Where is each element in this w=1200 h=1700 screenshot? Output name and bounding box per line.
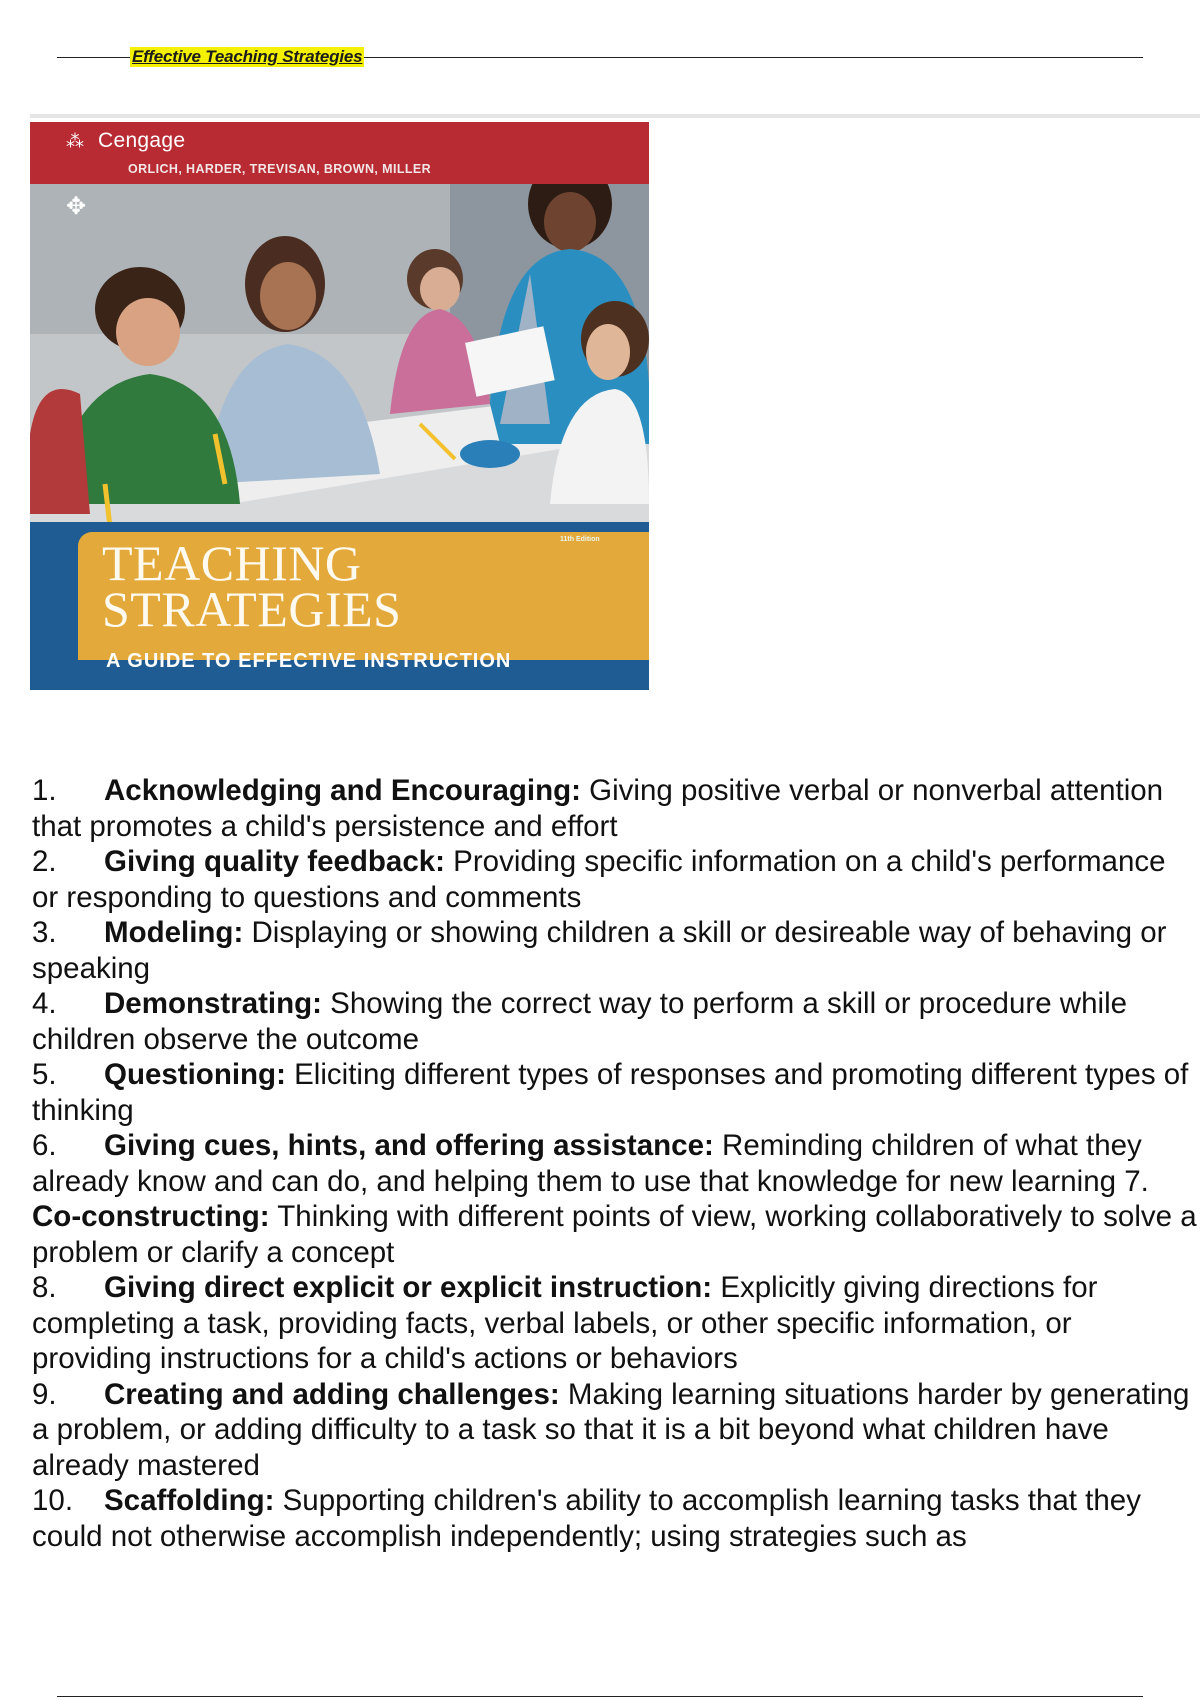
item-number: 7. [1124, 1164, 1149, 1198]
separator-shade [30, 114, 1200, 118]
list-item [32, 915, 1197, 986]
item-number: 2. [32, 845, 57, 878]
item-term: Giving quality feedback: [104, 845, 445, 878]
cengage-logo-icon: ⁂ [66, 131, 84, 151]
document-header-title: Effective Teaching Strategies [132, 47, 363, 66]
item-term: Questioning: [104, 1058, 286, 1091]
list-item [32, 1270, 1197, 1377]
cover-title-line2: STRATEGIES [102, 581, 402, 637]
item-term: Co-constructing: [32, 1200, 270, 1233]
cover-authors: ORLICH, HARDER, TREVISAN, BROWN, MILLER [128, 162, 432, 176]
item-number: 10. [32, 1484, 74, 1517]
item-description: Eliciting different types of responses and promoting different types of thinking [32, 1058, 1189, 1127]
book-cover-image [30, 122, 649, 690]
item-description: Supporting children's ability to accomplish learning tasks that they could not otherwise accomplish independently; using strategies such as [32, 1484, 1141, 1553]
item-term: Demonstrating: [104, 987, 322, 1020]
item-term: Giving cues, hints, and offering assistance: [104, 1129, 714, 1162]
list-item [32, 1057, 1197, 1128]
footer-rule [57, 1696, 1143, 1697]
item-number: 3. [32, 916, 57, 949]
item-description: Explicitly giving directions for completing a task, providing facts, verbal labels, or other specific information, or providing instructions for a child's actions or behaviors [32, 1271, 1098, 1375]
list-item [32, 1377, 1197, 1484]
list-item [32, 773, 1197, 844]
list-item [32, 844, 1197, 915]
item-description: Making learning situations harder by generating a problem, or adding difficulty to a task so that it is a bit beyond what children have already mastered [32, 1377, 1190, 1482]
item-description: Showing the correct way to perform a skill or procedure while children observe the outcome [32, 987, 1128, 1056]
item-number: 4. [32, 987, 57, 1020]
cover-brand: Cengage [98, 129, 186, 152]
item-term: Acknowledging and Encouraging: [104, 774, 581, 807]
list-item [32, 1483, 1197, 1554]
item-description: Reminding children of what they already know and can do, and helping them to use that knowledge for new learning [32, 1129, 1142, 1198]
item-number: 6. [32, 1129, 57, 1162]
item-number: 1. [32, 774, 57, 807]
item-term: Creating and adding challenges: [104, 1377, 560, 1411]
item-term: Modeling: [104, 916, 244, 949]
item-description: Providing specific information on a child's performance or responding to questions and comments [32, 845, 1166, 914]
cover-edition: 11th Edition [560, 536, 600, 543]
cover-subtitle: A GUIDE TO EFFECTIVE INSTRUCTION [106, 650, 512, 672]
item-description: Thinking with different points of view, working collaboratively to solve a problem or clarify a concept [32, 1200, 1197, 1269]
cover-title [102, 535, 402, 637]
item-term: Giving direct explicit or explicit instruction: [104, 1271, 713, 1304]
item-description: Giving positive verbal or nonverbal attention that promotes a child's persistence and effort [32, 774, 1164, 843]
list-item [32, 1128, 1197, 1270]
item-number: 8. [32, 1271, 57, 1304]
item-number: 9. [32, 1377, 57, 1411]
list-item [32, 986, 1197, 1057]
item-description: Displaying or showing children a skill or desireable way of behaving or speaking [32, 916, 1167, 985]
item-term: Scaffolding: [104, 1484, 275, 1517]
compass-icon: ✥ [66, 193, 87, 220]
item-number: 5. [32, 1058, 57, 1091]
cover-title-line1: TEACHING [102, 535, 362, 591]
strategies-list [32, 773, 1197, 1554]
